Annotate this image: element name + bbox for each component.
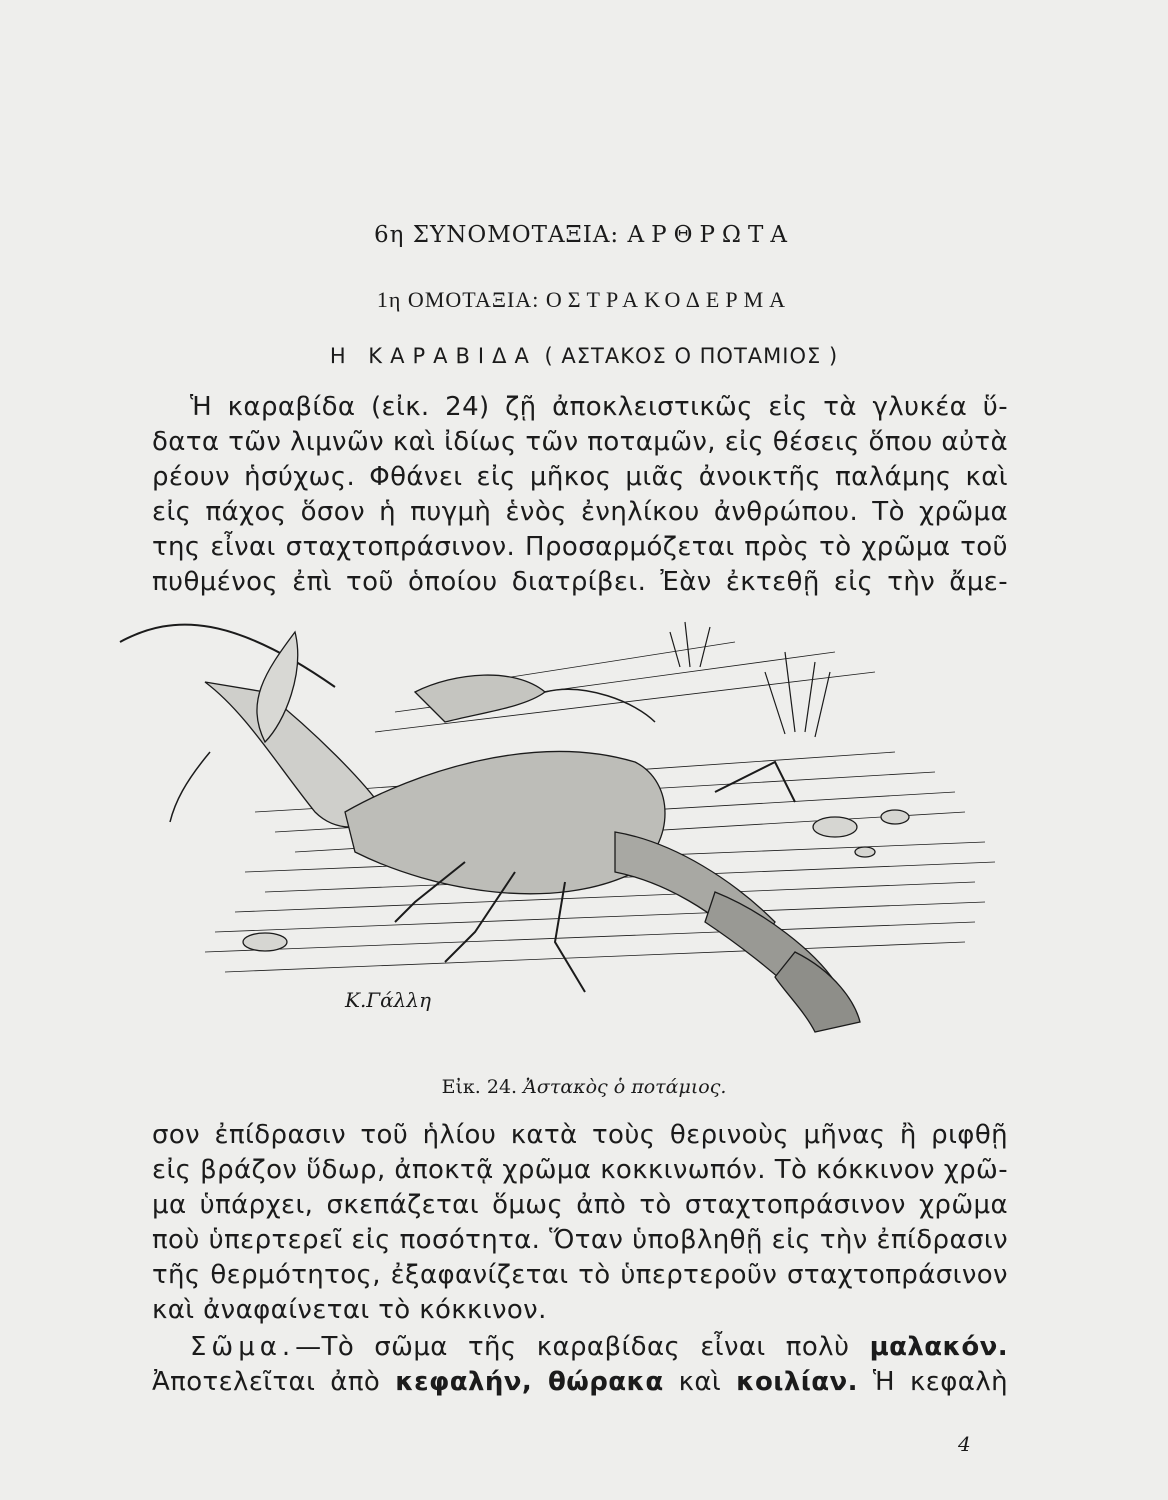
species-heading [0,344,1168,368]
phylum-name: ΑΡΘΡΩΤΑ [627,222,794,248]
text-line: Ἡ καραβίδα (εἰκ. 24) ζῇ ἀποκλειστικῶς εἰς τὰ γλυκέα ὕ- [190,392,1008,422]
paragraph-body [152,1330,1008,1400]
text-line: καὶ ἀναφαίνεται τὸ κόκκινον. [152,1295,547,1325]
caption-text: Ἀστακὸς ὁ ποτάμιος. [523,1076,727,1098]
paragraph-color [152,1118,1008,1328]
phylum-heading [0,222,1168,248]
text-line: εἰς πάχος ὅσον ἡ πυγμὴ ἑνὸς ἐνηλίκου ἀνθρώπου. Τὸ χρῶμα [152,497,1008,527]
text-line: πυθμένος ἐπὶ τοῦ ὁποίου διατρίβει. Ἐὰν ἐκτεθῇ εἰς τὴν ἄμε- [152,567,1008,597]
text-line [152,1330,1008,1365]
line-text: —Τὸ σῶμα τῆς καραβίδας εἶναι πολὺ [295,1332,850,1362]
line-text: Ἡ κεφαλὴ [872,1367,1008,1397]
paragraph-intro [152,390,1008,600]
species-prefix: Η ΚΑΡΑΒΙΔΑ [329,344,537,368]
bold-term: κοιλίαν. [736,1367,858,1397]
text-line: μα ὑπάρχει, σκεπάζεται ὅμως ἀπὸ τὸ σταχτοπράσινον χρῶμα [152,1190,1008,1220]
text-line: της εἶναι σταχτοπράσινον. Προσαρμόζεται πρὸς τὸ χρῶμα τοῦ [152,532,1008,562]
figure-caption [0,1076,1168,1098]
class-prefix: 1η ΟΜΟΤΑΞΙΑ: [376,287,540,312]
right-claw [415,675,545,722]
species-paren: ( ΑΣΤΑΚΟΣ Ο ΠΟΤΑΜΙΟΣ ) [544,344,839,368]
text-line [152,1365,1008,1400]
text-line: ρέουν ἡσύχως. Φθάνει εἰς μῆκος μιᾶς ἀνοικτῆς παλάμης καὶ [152,462,1008,492]
text-line: σον ἐπίδρασιν τοῦ ἡλίου κατὰ τοὺς θερινοὺς μῆνας ἢ ριφθῇ [152,1120,1008,1150]
line-text: καὶ [678,1367,722,1397]
phylum-prefix: 6η ΣΥΝΟΜΟΤΑΞΙΑ: [374,222,620,248]
bold-term: κεφαλήν, θώρακα [395,1367,664,1397]
class-name: ΟΣΤΡΑΚΟΔΕΡΜΑ [545,287,792,312]
text-line: δατα τῶν λιμνῶν καὶ ἰδίως τῶν ποταμῶν, εἰς θέσεις ὅπου αὐτὰ [152,427,1008,457]
antenna [120,625,335,687]
text-line: τῆς θερμότητος, ἐξαφανίζεται τὸ ὑπερτεροῦν σταχτοπράσινον [152,1260,1008,1290]
crayfish-illustration [115,612,1025,1052]
page-number: 4 [958,1432,971,1456]
text-line: εἰς βράζον ὕδωρ, ἀποκτᾷ χρῶμα κοκκινωπόν. Τὸ κόκκινον χρῶ- [152,1155,1008,1185]
artist-signature: Κ.Γάλλη [345,988,432,1012]
class-heading [0,287,1168,313]
text-line: ποὺ ὑπερτερεῖ εἰς ποσότητα. Ὅταν ὑποβληθῇ εἰς τὴν ἐπίδρασιν [152,1225,1008,1255]
term-soma: Σῶμα. [190,1332,296,1362]
bold-term: μαλακόν. [869,1332,1008,1362]
caption-label: Εἰκ. 24. [441,1076,518,1098]
line-text: Ἀποτελεῖται ἀπὸ [152,1367,381,1397]
